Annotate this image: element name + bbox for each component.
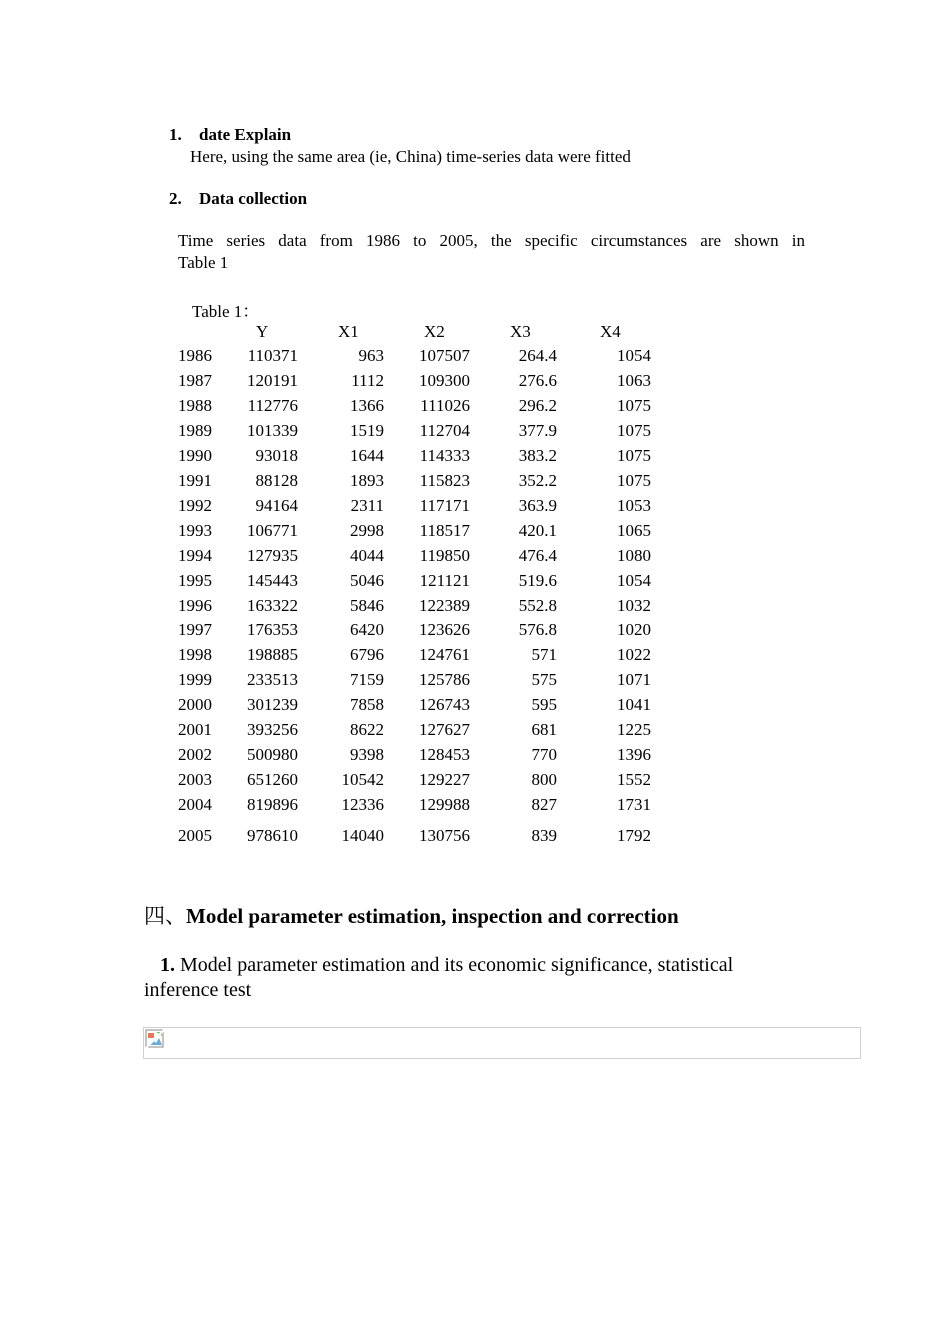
table-cell: 1054	[617, 346, 651, 365]
table-row-year: 1990	[178, 445, 212, 465]
table-cell: 1225	[617, 720, 651, 740]
table-cell: 575	[531, 670, 557, 690]
table-row-year: 2003	[178, 770, 212, 790]
table-cell: 1893	[350, 470, 384, 490]
table-row-year: 1989	[178, 420, 212, 440]
table-cell: 6796	[350, 645, 384, 665]
table-cell: 122389	[419, 595, 470, 615]
table-cell: 1065	[617, 520, 651, 540]
table-cell: 109300	[419, 370, 470, 390]
table-cell: 595	[531, 695, 557, 715]
chapter-heading	[144, 900, 679, 930]
table-cell: 383.2	[518, 445, 557, 465]
table-cell: 93018	[255, 445, 298, 465]
table-cell: 301239	[247, 695, 298, 715]
table-cell: 88128	[255, 470, 298, 490]
table-cell: 963	[358, 346, 384, 365]
table-cell: 5046	[350, 570, 384, 590]
table-cell: 1022	[617, 645, 651, 665]
subsection-number: 1.	[160, 954, 175, 976]
table-header-x3: X3	[510, 322, 531, 341]
table-row-year: 2005	[178, 826, 212, 846]
table-cell: 94164	[255, 495, 298, 515]
table-cell: 127627	[419, 720, 470, 740]
table-cell: 1396	[617, 745, 651, 765]
table-cell: 115823	[419, 470, 470, 490]
table-cell: 5846	[350, 595, 384, 615]
table-cell: 112704	[419, 420, 470, 440]
broken-image-icon	[145, 1029, 165, 1049]
table-row-year: 1991	[178, 470, 212, 490]
table-row-year: 1986	[178, 346, 212, 365]
broken-image-placeholder	[143, 1027, 861, 1059]
table-cell: 4044	[350, 545, 384, 565]
table-cell: 114333	[419, 445, 470, 465]
table-cell: 377.9	[518, 420, 557, 440]
table-cell: 2311	[350, 495, 384, 515]
table-cell: 121121	[419, 570, 470, 590]
table-row-year: 2001	[178, 720, 212, 740]
table-cell: 110371	[247, 346, 298, 365]
table-cell: 145443	[247, 570, 298, 590]
table-row-year: 2002	[178, 745, 212, 765]
table-row-year: 2000	[178, 695, 212, 715]
table-caption: Table 1：	[192, 302, 260, 321]
table-cell: 1075	[617, 395, 651, 415]
table-cell: 978610	[247, 826, 298, 846]
table-cell: 819896	[247, 795, 298, 815]
table-cell: 101339	[247, 420, 298, 440]
table-cell: 128453	[419, 745, 470, 765]
table-cell: 176353	[247, 620, 298, 640]
table-cell: 1552	[617, 770, 651, 790]
table-cell: 1792	[617, 826, 651, 846]
table-row-year: 1999	[178, 670, 212, 690]
table-cell: 476.4	[518, 545, 557, 565]
table-cell: 519.6	[518, 570, 557, 590]
table-row-year: 1994	[178, 545, 212, 565]
section-2-text-line1: Time series data from 1986 to 2005, the specific circumstances are shown in	[178, 231, 805, 250]
table-cell: 130756	[419, 826, 470, 846]
table-cell: 651260	[247, 770, 298, 790]
table-cell: 1644	[350, 445, 384, 465]
section-1-number: 1.	[169, 125, 182, 144]
table-cell: 14040	[341, 826, 384, 846]
table-row-year: 1995	[178, 570, 212, 590]
table-row-year: 1992	[178, 495, 212, 515]
table-cell: 1112	[351, 370, 384, 390]
table-cell: 770	[531, 745, 557, 765]
table-cell: 1080	[617, 545, 651, 565]
table-cell: 681	[531, 720, 557, 740]
subsection-text-line1: Model parameter estimation and its economic significance, statistical	[175, 954, 734, 976]
section-2-number: 2.	[169, 189, 182, 208]
table-cell: 6420	[350, 620, 384, 640]
table-cell: 1071	[617, 670, 651, 690]
subsection-line1	[160, 954, 733, 977]
table-cell: 2998	[350, 520, 384, 540]
table-cell: 12336	[341, 795, 384, 815]
table-cell: 1032	[617, 595, 651, 615]
table-cell: 552.8	[518, 595, 557, 615]
table-header-y: Y	[256, 322, 269, 341]
table-cell: 118517	[419, 520, 470, 540]
table-cell: 1075	[617, 445, 651, 465]
table-cell: 264.4	[518, 346, 557, 365]
table-row-year: 1997	[178, 620, 212, 640]
table-cell: 8622	[350, 720, 384, 740]
section-2-title: Data collection	[199, 189, 308, 208]
table-cell: 420.1	[518, 520, 557, 540]
table-cell: 9398	[350, 745, 384, 765]
table-header-x1: X1	[338, 322, 359, 341]
table-cell: 1731	[617, 795, 651, 815]
section-1-text: Here, using the same area (ie, China) time-series data were fitted	[190, 147, 631, 166]
table-row-year: 1996	[178, 595, 212, 615]
table-cell: 1519	[350, 420, 384, 440]
table-cell: 393256	[247, 720, 298, 740]
table-cell: 126743	[419, 695, 470, 715]
table-cell: 120191	[247, 370, 298, 390]
table-cell: 1366	[350, 395, 384, 415]
table-cell: 112776	[247, 395, 298, 415]
table-cell: 839	[531, 826, 557, 846]
table-cell: 1041	[617, 695, 651, 715]
table-cell: 127935	[247, 545, 298, 565]
table-cell: 125786	[419, 670, 470, 690]
table-cell: 827	[531, 795, 557, 815]
table-cell: 111026	[420, 395, 470, 415]
table-cell: 352.2	[518, 470, 557, 490]
table-cell: 296.2	[518, 395, 557, 415]
table-cell: 117171	[419, 495, 470, 515]
table-cell: 119850	[419, 545, 470, 565]
table-cell: 124761	[419, 645, 470, 665]
chapter-prefix: 四、	[144, 904, 186, 928]
table-cell: 129227	[419, 770, 470, 790]
table-cell: 198885	[247, 645, 298, 665]
table-cell: 7159	[350, 670, 384, 690]
table-cell: 7858	[350, 695, 384, 715]
table-header-x2: X2	[424, 322, 445, 341]
table-cell: 363.9	[518, 495, 557, 515]
table-cell: 500980	[247, 745, 298, 765]
table-row-year: 1987	[178, 370, 212, 390]
table-cell: 129988	[419, 795, 470, 815]
table-cell: 1063	[617, 370, 651, 390]
subsection-text-line2: inference test	[144, 979, 252, 1001]
table-row-year: 2004	[178, 795, 212, 815]
table-cell: 163322	[247, 595, 298, 615]
section-1-title: date Explain	[199, 125, 292, 144]
section-2-text-line2: Table 1	[178, 253, 229, 272]
table-cell: 10542	[341, 770, 384, 790]
table-cell: 276.6	[518, 370, 557, 390]
table-cell: 800	[531, 770, 557, 790]
table-header-x4: X4	[600, 322, 621, 341]
table-cell: 107507	[419, 346, 470, 365]
table-row-year: 1998	[178, 645, 212, 665]
table-cell: 123626	[419, 620, 470, 640]
table-cell: 1075	[617, 420, 651, 440]
chapter-title: Model parameter estimation, inspection and correction	[186, 904, 679, 928]
table-row-year: 1993	[178, 520, 212, 540]
table-cell: 106771	[247, 520, 298, 540]
table-cell: 1054	[617, 570, 651, 590]
table-cell: 571	[531, 645, 557, 665]
table-cell: 1053	[617, 495, 651, 515]
table-cell: 576.8	[518, 620, 557, 640]
table-cell: 233513	[247, 670, 298, 690]
table-row-year: 1988	[178, 395, 212, 415]
table-cell: 1020	[617, 620, 651, 640]
table-cell: 1075	[617, 470, 651, 490]
